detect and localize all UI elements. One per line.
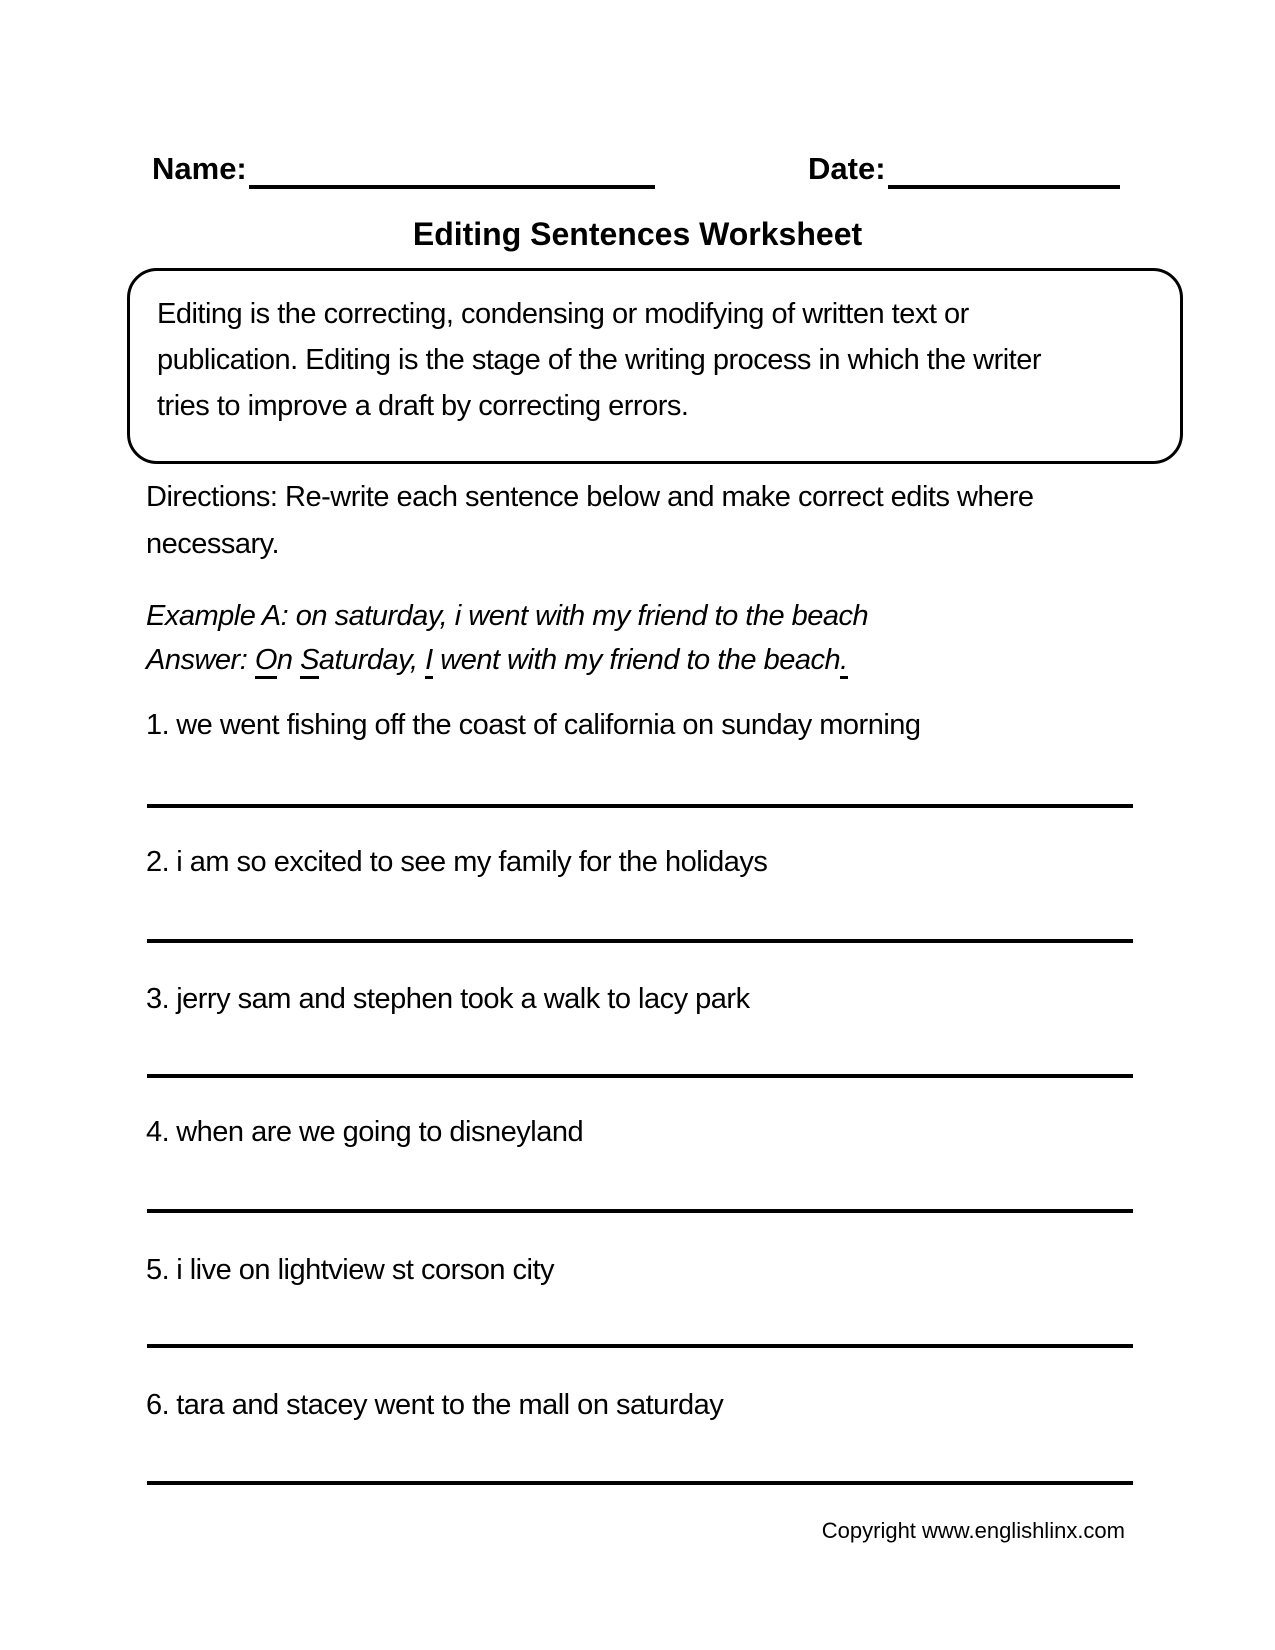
definition-line: tries to improve a draft by correcting errors. <box>157 390 689 422</box>
answer-line <box>147 1344 1133 1348</box>
item-sentence: when are we going to disneyland <box>176 1116 584 1148</box>
sentence-item <box>146 707 921 743</box>
directions-line: Directions: Re-write each sentence below and make correct edits where <box>146 481 1034 513</box>
answer-segment: went with my friend to the beach <box>432 644 841 676</box>
item-sentence: i live on lightview st corson city <box>176 1254 555 1286</box>
answer-segment: Answer: <box>146 644 255 676</box>
item-number: 5. <box>146 1254 170 1286</box>
answer-line <box>147 939 1133 943</box>
example-block <box>146 594 868 682</box>
definition-box <box>127 268 1183 464</box>
name-blank-line <box>249 185 655 189</box>
example-prompt: Example A: on saturday, i went with my friend to the beach <box>146 600 869 632</box>
sentence-item <box>146 981 750 1017</box>
definition-line: Editing is the correcting, condensing or modifying of written text or <box>157 298 969 330</box>
answer-segment: n <box>276 644 301 676</box>
example-answer <box>146 638 868 682</box>
item-sentence: i am so excited to see my family for the holidays <box>176 846 768 878</box>
directions <box>146 474 1033 568</box>
date-label: Date: <box>808 151 886 186</box>
answer-line <box>147 1481 1133 1485</box>
sentence-item <box>146 1114 583 1150</box>
item-sentence: jerry sam and stephen took a walk to lacy park <box>176 983 750 1015</box>
answer-segment-underlined: O <box>255 644 277 679</box>
item-sentence: we went fishing off the coast of california on sunday morning <box>176 709 921 741</box>
answer-segment-underlined: . <box>840 644 848 679</box>
page-title: Editing Sentences Worksheet <box>412 216 863 252</box>
answer-line <box>147 1209 1133 1213</box>
sentence-item <box>146 1387 723 1423</box>
answer-segment-underlined: I <box>425 644 433 679</box>
directions-line: necessary. <box>146 528 280 560</box>
answer-line <box>147 804 1133 808</box>
name-label: Name: <box>152 151 247 186</box>
sentence-item <box>146 1252 554 1288</box>
answer-line <box>147 1074 1133 1078</box>
item-number: 6. <box>146 1389 170 1421</box>
item-sentence: tara and stacey went to the mall on saturday <box>176 1389 724 1421</box>
item-number: 3. <box>146 983 170 1015</box>
answer-segment-underlined: S <box>300 644 319 679</box>
answer-segment: aturday, <box>318 644 426 676</box>
item-number: 2. <box>146 846 170 878</box>
copyright-text: Copyright www.englishlinx.com <box>821 1518 1125 1543</box>
item-number: 1. <box>146 709 170 741</box>
sentence-item <box>146 844 767 880</box>
date-blank-line <box>888 185 1120 189</box>
definition-line: publication. Editing is the stage of the writing process in which the writer <box>157 344 1042 376</box>
item-number: 4. <box>146 1116 170 1148</box>
